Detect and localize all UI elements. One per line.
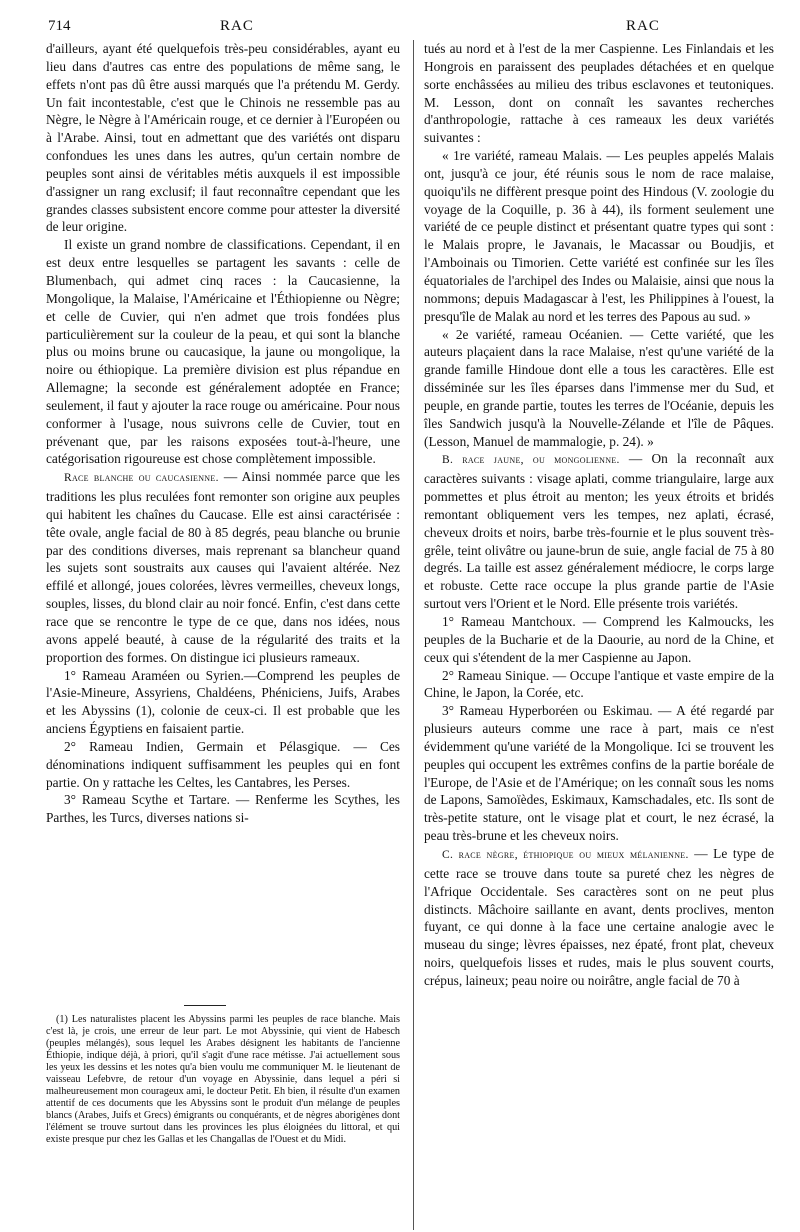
paragraph: 2° Rameau Sinique. — Occupe l'antique et vaste empire de la Chine, le Japon, la Corée, etc. <box>424 667 774 701</box>
right-column <box>424 40 774 990</box>
section-heading: C. race nègre, éthiopique ou mieux mélanienne. <box>442 848 689 861</box>
paragraph: 3° Rameau Hyperboréen ou Eskimau. — A été regardé par plusieurs auteurs comme une race à part, mais ce n'est évidemment qu'une variété de la Mongolique. Ici se trouvent les peuples qui occupent les extrêmes confins de la partie boréale de l'Europe, de l'Asie et de l'Amérique; on les connaît sous les noms de Lapons, Samoïèdes, Eskimaux, Kamschadales, etc. Ils sont de très-petite stature, ont le visage plat et court, le nez écrasé, la peau très-brune et les cheveux noirs. <box>424 703 774 844</box>
section-paragraph <box>424 450 774 613</box>
paragraph: d'ailleurs, ayant été quelquefois très-peu considérables, ayant eu lieu dans d'autres cas entre des populations de même sang, le effets n'ont pas dû être aussi marqués que l'a prétendu M. Gerdy. Un fait incontestable, c'est que le Chinois ne ressemble pas au Nègre, le Nègre à l'Américain rouge, et ce dernier à l'Européen ou à l'Arabe. Ainsi, tout en admettant que des variétés ont disparu confondues les unes dans les autres, qu'un certain nombre de peuples sont ainsi de véritables métis auxquels il est impossible d'assigner un rang exclusif; il faut reconnaître cependant que les grandes classes subsistent encore comme pour attester la diversité de leur origine. <box>46 41 400 235</box>
column-divider <box>413 40 414 1230</box>
running-title-left: RAC <box>220 18 254 34</box>
paragraph: 1° Rameau Mantchoux. — Comprend les Kalmoucks, les peuples de la Bucharie et de la Daourie, au nord de la Chine, et ceux qui s'étendent de la mer Caspienne au Japon. <box>424 614 774 665</box>
running-title-right: RAC <box>626 18 660 34</box>
section-text: — Le type de cette race se trouve dans toute sa pureté chez les nègres de l'Afrique Occidentale. Ses caractères sont on ne peut plus distincts. Mâchoire saillante en avant, dents proclives, menton fuyant, ce qui donne à la face une certaine analogie avec le museau du singe; lèvres épaisses, nez épaté, front plat, cheveux noirs, quelquefois lisses et rudes, mais le plus souvent courts, crépus, laineux; peau noire ou noirâtre, angle facial de 70 à <box>424 845 774 988</box>
paragraph: Il existe un grand nombre de classifications. Cependant, il en est deux entre lesquelles se partagent les savants : celle de Blumenbach, qui admet cinq races : la Caucasienne, la Mongolique, la Malaise, l'Américaine et l'Éthiopienne ou Nègre; et celle de Cuvier, qui n'en admet que trois fondées plus particulièrement sur la couleur de la peau, et qui sont la blanche plus ou moins brune ou caucasique, la jaune ou mongolique, la noire ou éthiopique. La première division est plus répandue en Allemagne; la seconde est généralement adoptée en France; seulement, il faut y ajouter la race rouge ou américaine. Pour nous conformer à l'usage, nous suivrons celle de Cuvier, tout en prévenant que, par les raisons exposées tout-à-l'heure, une catégorisation rigoureuse est chose complètement impossible. <box>46 237 400 467</box>
section-text: — On la reconnaît aux caractères suivants : visage aplati, comme triangulaire, large aux pommettes et plus étroit au menton; les yeux étroits et bridés remontant obliquement vers les tempes, nez aplati, écrasé, cheveux droits et noirs, barbe très-fournie et le plus souvent très-grêle, teint olivâtre ou jaune-brun de suie, angle facial de 75 à 80 degrés. La taille est assez généralement médiocre, le corps large et robuste. Cette race occupe la plus grande partie de l'Asie surtout vers l'Orient et le Nord. Elle présente trois variétés. <box>424 451 775 612</box>
section-heading: Race blanche ou caucasienne. <box>64 472 219 485</box>
paragraph: tués au nord et à l'est de la mer Caspienne. Les Finlandais et les Hongrois en paraissent des peuplades détachées et en quelque sorte enchâssées au milieu des tribus esclavones et teutoniques. M. Lesson, dont on connaît les savantes recherches d'anthropologie, rattache à ces rameaux les deux variétés suivantes : <box>424 41 774 146</box>
paragraph: 2° Rameau Indien, Germain et Pélasgique. — Ces dénominations indiquent suffisamment les peuples qui en font partie. On y rattache les Celtes, les Cantabres, les Perses. <box>46 738 400 790</box>
page-header <box>40 18 772 42</box>
section-text: — Ainsi nommée parce que les traditions les plus reculées font remonter son origine aux peuples qui habitent les chaînes du Caucase. Elle est ainsi caractérisée : tête ovale, angle facial de 80 à 85 degrés, peau blanche ou brunie par des conditions diverses, mais reprenant sa blancheur quand les sujets sont soustraits aux causes qui l'avaient altérée. Nez effilé et allongé, joues colorées, lèvres vermeilles, cheveux longs, souples, lisses, du blond clair au noir foncé. Enfin, c'est dans cette race que se rencontre le type de ce que, dans nos idées, nous avons appelé beauté, à cause de la régularité des traits et la proportion des formes. On distingue ici plusieurs rameaux. <box>46 469 400 665</box>
paragraph: « 1re variété, rameau Malais. — Les peuples appelés Malais ont, jusqu'à ce jour, été réunis sous le nom de race malaise, quoiqu'ils ne diffèrent presque point des Hindous (V. zoologie du voyage de la Coquille, p. 36 à 44), ils forment seulement une variété de ce peuple distinct et présentant quatre types qui sont : le Malais propre, le Javanais, le Macassar ou Boudjis, et l'Amboinais ou Timorien. Cette variété est confinée sur les îles équatoriales de l'archipel des Indes ou Malaisie, ainsi que nous la nommons; depuis Madagascar à l'est, les Philippines à l'ouest, la presqu'île de Malak au nord et les terres des Papous au sud. » <box>424 148 774 324</box>
section-paragraph <box>424 845 774 990</box>
section-paragraph <box>46 468 400 666</box>
footnote <box>46 1014 400 1147</box>
footnote-rule <box>184 1005 226 1006</box>
left-column <box>46 40 400 827</box>
paragraph: 1° Rameau Araméen ou Syrien.—Comprend les peuples de l'Asie-Mineure, Assyriens, Chaldéens, Phéniciens, Juifs, Arabes et les Abyssins (1), colonie de ceux-ci. Il est probable que les anciens Égyptiens en faisaient partie. <box>46 667 400 737</box>
paragraph: 3° Rameau Scythe et Tartare. — Renferme les Scythes, les Parthes, les Turcs, diverses nations si- <box>46 792 400 826</box>
section-heading: B. race jaune, ou mongolienne. <box>442 454 620 467</box>
paragraph: « 2e variété, rameau Océanien. — Cette variété, que les auteurs plaçaient dans la race Malaise, n'est qu'une variété de la grande famille Hindoue dont elle a tous les caractères. Elle est disséminée sur les îles éparses dans l'immense mer du Sud, et peuple, en grande partie, toutes les terres de l'Océanie, depuis les îles Sandwich jusqu'à la Nouvelle-Zélande et l'île de Pâques. (Lesson, Manuel de mammalogie, p. 24). » <box>424 326 774 449</box>
page-number: 714 <box>48 18 71 34</box>
footnote-text: (1) Les naturalistes placent les Abyssins parmi les peuples de race blanche. Mais c'est là, je crois, une erreur de leur part. Le mot Abyssinie, qui vient de Habesch (peuples mélangés), sous lequel les Arabes désignent les habitants de l'ancienne Éthiopie, indique déjà, à priori, qu'il s'agit d'une race métisse. J'ai actuellement sous les yeux les dessins et les notes qu'a bien voulu me communiquer M. le lieutenant de vaisseau Lefebvre, de retour d'un voyage en Abyssinie, dans lequel a péri si malheureusement mon courageux ami, le docteur Petit. Eh bien, il résulte d'un examen attentif de ces documents que les Abyssins sont le produit d'un mélange de peuples blancs (Arabes, Juifs et Grecs) émigrants ou conquérants, et de nègres aborigènes dont l'élément se trouve surtout dans les provinces les plus éloignées du littoral, et qui existe presque pur chez les Gallas et les Changallas de l'Ouest et du Midi. <box>46 1014 400 1146</box>
